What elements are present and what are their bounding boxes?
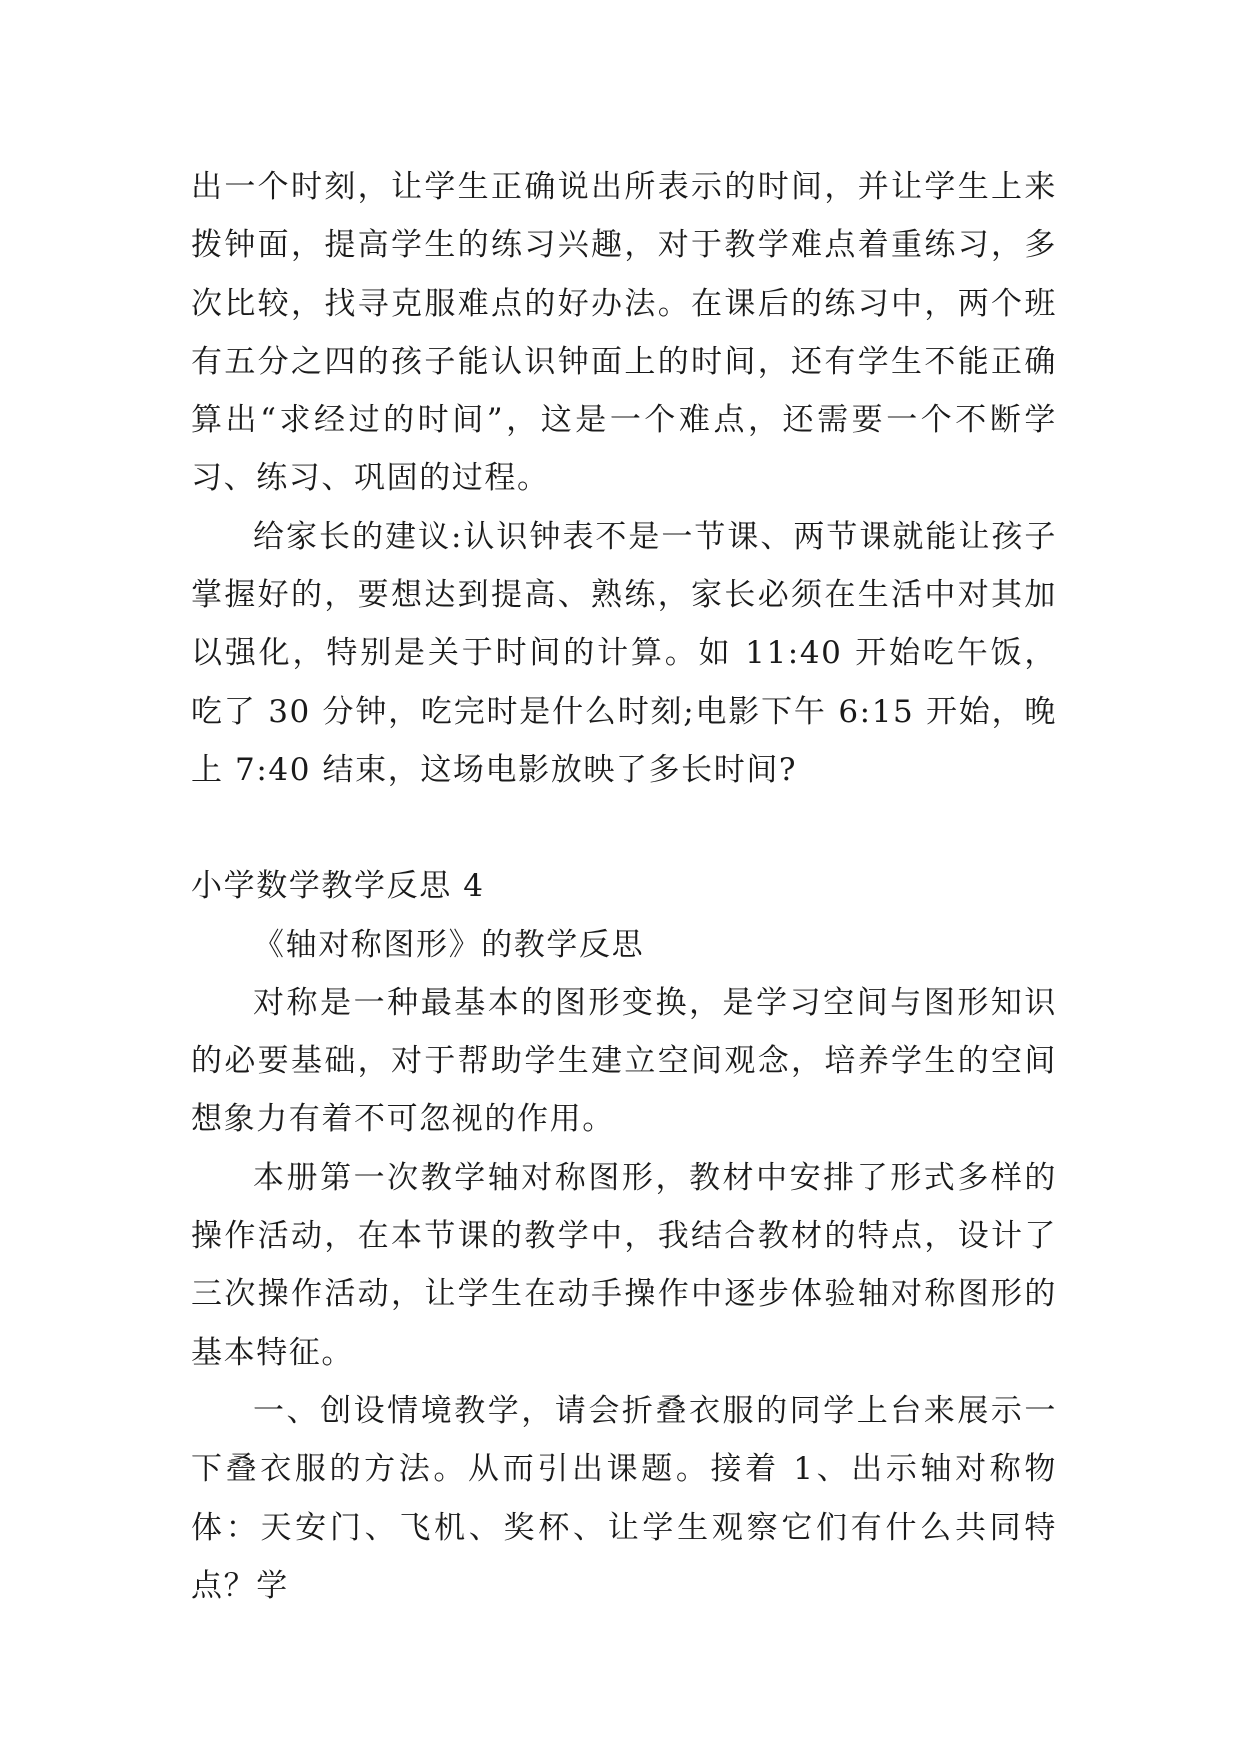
paragraph-continued: 出一个时刻，让学生正确说出所表示的时间，并让学生上来拨钟面，提高学生的练习兴趣，对于教学难点着重练习，多次比较，找寻克服难点的好办法。在课后的练习中，两个班有五分之四的孩子能认识钟面上的时间，还有学生不能正确算出“求经过的时间”，这是一个难点，还需要一个不断学习、练习、巩固的过程。 <box>191 169 1057 497</box>
paragraph-symmetry-intro: 对称是一种最基本的图形变换，是学习空间与图形知识的必要基础，对于帮助学生建立空间观念，培养学生的空间想象力有着不可忽视的作用。 <box>191 984 1057 1138</box>
paragraph-activities: 本册第一次教学轴对称图形，教材中安排了形式多样的操作活动，在本节课的教学中，我结合教材的特点，设计了三次操作活动，让学生在动手操作中逐步体验轴对称图形的基本特征。 <box>191 1159 1057 1371</box>
paragraph-parent-advice: 给家长的建议:认识钟表不是一节课、两节课就能让孩子掌握好的，要想达到提高、熟练，家长必须在生活中对其加以强化，特别是关于时间的计算。如 11:40 开始吃午饭，吃了 30 分钟，吃完时是什么时刻;电影下午 6:15 开始，晚上 7:40 结束，这场电影放映了多长时间? <box>191 518 1057 788</box>
section-subtitle: 《轴对称图形》的教学反思 <box>253 926 645 963</box>
paragraph-step-one: 一、创设情境教学，请会折叠衣服的同学上台来展示一下叠衣服的方法。从而引出课题。接着 1、出示轴对称物体：天安门、飞机、奖杯、让学生观察它们有什么共同特点？学 <box>191 1392 1057 1604</box>
section-title: 小学数学教学反思 4 <box>191 868 485 905</box>
section-spacer <box>191 799 1057 857</box>
document-body <box>191 158 1057 1615</box>
